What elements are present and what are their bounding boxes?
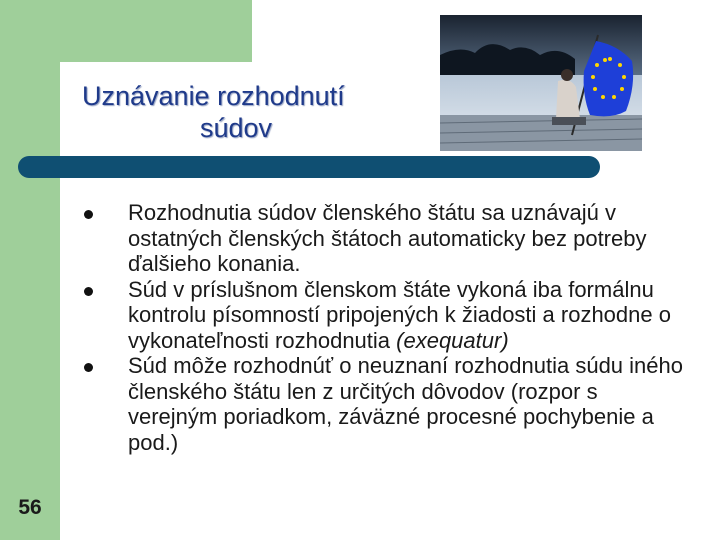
bullet-list xyxy=(84,200,684,455)
bullet-text: Súd môže rozhodnúť o neuznaní rozhodnutia súdu iného členského štátu len z určitých dôvodov (rozpor s verejným poriadkom, záväzné procesné pochybenie a pod.) xyxy=(128,353,683,455)
top-accent-block xyxy=(0,0,252,62)
slide-title xyxy=(80,80,430,144)
eu-flag-photo xyxy=(440,15,642,151)
bullet-italic-term: (exequatur) xyxy=(396,327,509,353)
side-accent-strip xyxy=(0,0,60,540)
page-number: 56 xyxy=(18,496,42,519)
list-item xyxy=(84,353,684,455)
bullet-dot-icon xyxy=(84,363,93,372)
slide-title-line1: Uznávanie rozhodnutí xyxy=(82,81,345,111)
bullet-text: Rozhodnutia súdov členského štátu sa uznávajú v ostatných členských štátoch automaticky bez potreby ďalšieho konania. xyxy=(128,200,647,276)
bullet-dot-icon xyxy=(84,287,93,296)
slide-title-line2: súdov xyxy=(200,113,273,143)
bullet-text: Súd v príslušnom členskom štáte vykoná iba formálnu kontrolu písomností pripojených k žiadosti a rozhodne o vykonateľnosti rozhodnutia xyxy=(128,276,671,353)
list-item xyxy=(84,277,684,354)
list-item xyxy=(84,200,684,277)
title-divider-bar xyxy=(18,156,600,178)
bullet-dot-icon xyxy=(84,210,93,219)
